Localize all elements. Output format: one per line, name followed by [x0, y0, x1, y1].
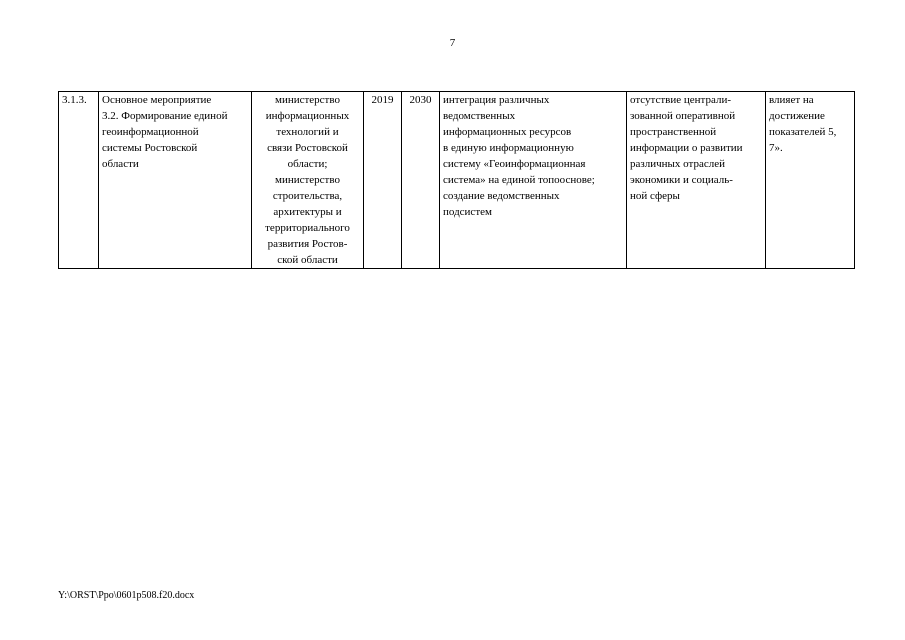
cell-expected-result	[440, 92, 627, 269]
cell-number	[59, 92, 99, 269]
executor-line: технологий и	[276, 126, 339, 138]
link-line: достижение	[769, 110, 825, 122]
consequence-line: информации о развитии	[630, 142, 743, 154]
cell-indicator-link	[766, 92, 855, 269]
end-year: 2030	[409, 94, 432, 106]
cell-end-year	[402, 92, 440, 269]
executor-line: территориального	[265, 222, 350, 234]
file-path-footer: Y:\ORST\Ppo\0601p508.f20.docx	[58, 590, 195, 601]
result-line: интеграция различных	[443, 94, 550, 106]
link-line: влияет на	[769, 94, 814, 106]
activity-table	[58, 91, 855, 269]
executor-line: министерство	[274, 94, 340, 106]
link-line: показателей 5,	[769, 126, 837, 138]
activity-name-line: системы Ростовской	[102, 142, 198, 154]
result-line: создание ведомственных	[443, 190, 560, 202]
consequence-line: ной сферы	[630, 190, 680, 202]
link-line: 7».	[769, 142, 783, 154]
consequence-line: зованной оперативной	[630, 110, 736, 122]
result-line: подсистем	[443, 206, 492, 218]
executor-line: архитектуры и	[273, 206, 342, 218]
result-line: в единую информационную	[443, 142, 574, 154]
result-line: систему «Геоинформационная	[443, 158, 586, 170]
consequence-line: пространственной	[630, 126, 717, 138]
executor-line: развития Ростов-	[267, 238, 348, 250]
page-number: 7	[449, 37, 456, 49]
table-row	[59, 92, 855, 269]
consequence-line: экономики и социаль-	[630, 174, 733, 186]
consequence-line: различных отраслей	[630, 158, 725, 170]
cell-executor	[252, 92, 364, 269]
activity-name-line: области	[102, 158, 139, 170]
executor-line: связи Ростовской	[267, 142, 348, 154]
row-number: 3.1.3.	[62, 94, 87, 106]
cell-start-year	[364, 92, 402, 269]
executor-line: ской области	[277, 254, 338, 266]
executor-line: строительства,	[272, 190, 343, 202]
cell-consequences	[627, 92, 766, 269]
result-line: информационных ресурсов	[443, 126, 572, 138]
executor-line: информационных	[265, 110, 350, 122]
activity-name-line: Основное мероприятие	[102, 94, 212, 106]
consequence-line: отсутствие централи-	[630, 94, 731, 106]
result-line: система» на единой топооснове;	[443, 174, 595, 186]
start-year: 2019	[371, 94, 394, 106]
activity-name-line: 3.2. Формирование единой	[102, 110, 228, 122]
activity-name-line: геоинформационной	[102, 126, 199, 138]
cell-activity-name	[99, 92, 252, 269]
executor-line: области;	[287, 158, 328, 170]
executor-line: министерство	[274, 174, 340, 186]
result-line: ведомственных	[443, 110, 516, 122]
